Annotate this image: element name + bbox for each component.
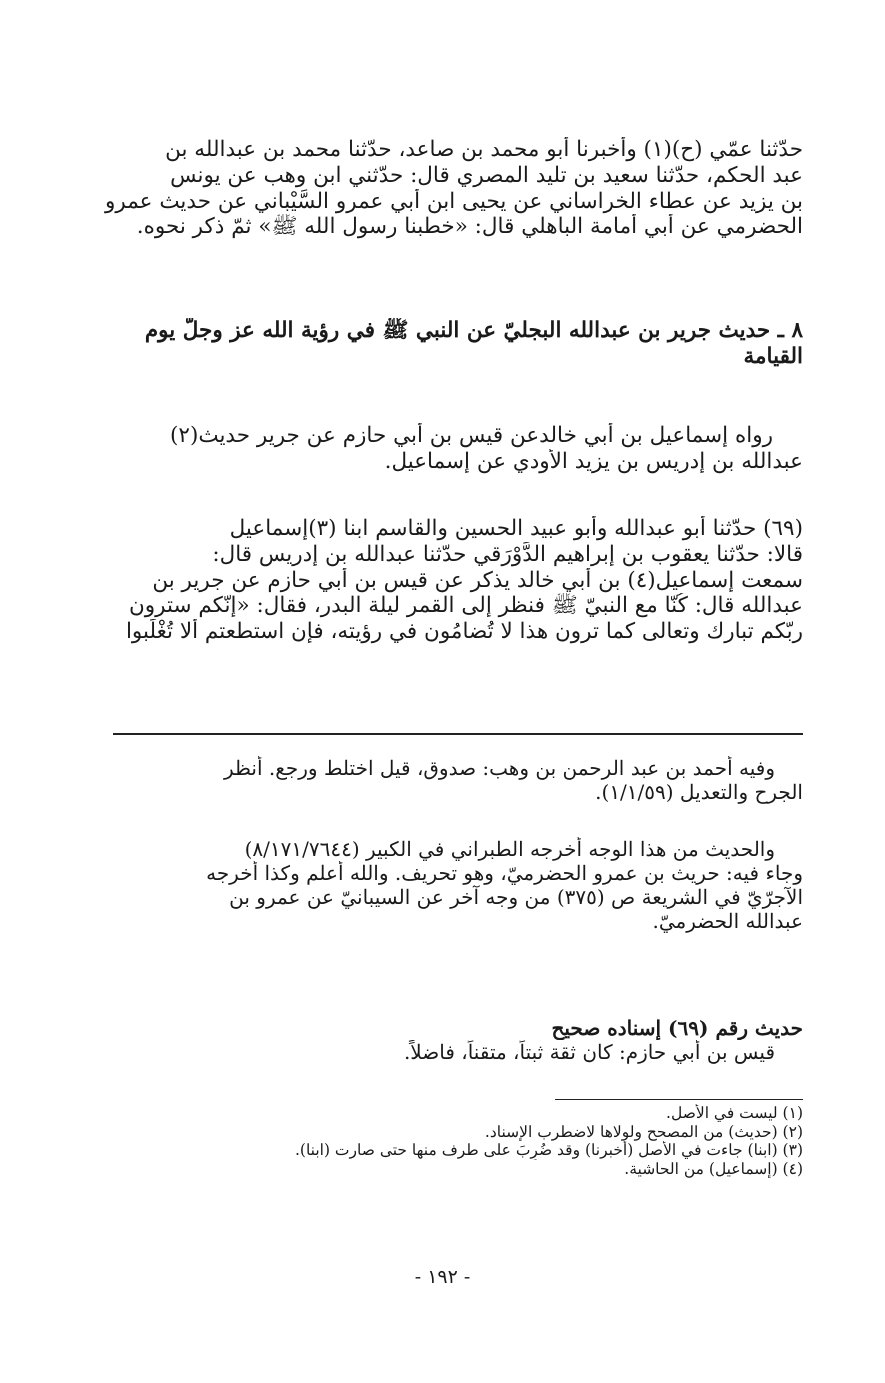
footnote-divider (555, 1099, 803, 1100)
text-line: الحضرمي عن أبي أمامة الباهلي قال: «خطبنا رسول الله ﷺ» ثمّ ذكر نحوه. (136, 214, 803, 240)
footnote-item: (٣) (ابنا) جاءت في الأصل (أخبرنا) وقد ضُرِبَ على طرف منها حتى صارت (ابنا). (294, 1141, 803, 1160)
note-paragraph (81, 756, 803, 804)
grade-section (81, 1016, 803, 1064)
text-line: قالا: حدّثنا يعقوب بن إبراهيم الدَّوْرَقي حدّثنا عبدالله بن إدريس قال: (212, 541, 803, 567)
heading-line: القيامة (743, 343, 803, 369)
footnote-item: (١) ليست في الأصل. (666, 1104, 803, 1122)
page-number: - ١٩٢ - (414, 1266, 471, 1288)
text-line: حدّثنا عمّي (ح)(١) وأخبرنا أبو محمد بن صاعد، حدّثنا محمد بن عبدالله بن (165, 137, 803, 162)
text-line: عبدالله قال: كُنّا مع النبيّ ﷺ فنظر إلى القمر ليلة البدر، فقال: «إنّكم سترون (128, 593, 803, 619)
section-heading (81, 318, 803, 370)
section-divider (113, 733, 803, 735)
text-line: بن يزيد عن عطاء الخراساني عن يحيى ابن أبي عمرو السَّيْباني عن حديث عمرو (104, 188, 803, 214)
text-line: عبد الحكم، حدّثنا سعيد بن تليد المصري قال: حدّثني ابن وهب عن يونس (170, 162, 803, 188)
grade-title: حديث رقم (٦٩) إسناده صحيح (551, 1016, 803, 1040)
note-line: عبدالله الحضرميّ. (652, 909, 803, 933)
footnote-item: (٤) (إسماعيل) من الحاشية. (624, 1159, 803, 1178)
text-line: عبدالله بن إدريس بن يزيد الأودي عن إسماعيل. (384, 448, 803, 474)
note-paragraph (81, 837, 803, 933)
text-line: (٦٩) حدّثنا أبو عبدالله وأبو عبيد الحسين والقاسم ابنا (٣)إسماعيل (229, 516, 803, 541)
footnote-item: (٢) (حديث) من المصحح ولولاها لاضطرب الإسناد. (484, 1122, 803, 1141)
text-line: سمعت إسماعيل(٤) بن أبي خالد يذكر عن قيس بن أبي حازم عن جرير بن (152, 567, 803, 593)
paragraph-riwayah (81, 423, 803, 475)
note-line: وجاء فيه: حريث بن عمرو الحضرميّ، وهو تحريف. والله أعلم وكذا أخرجه (206, 861, 803, 885)
text-line: رواه إسماعيل بن أبي خالدعن قيس بن أبي حازم عن جرير حديث(٢) (170, 423, 773, 448)
footnotes (81, 1104, 803, 1178)
paragraph-hadith-69 (81, 516, 803, 645)
note-line: وفيه أحمد بن عبد الرحمن بن وهب: صدوق، قيل اختلط ورجع. أنظر (223, 756, 775, 780)
note-line: الجرح والتعديل (١/١/٥٩). (595, 780, 803, 804)
heading-line: ٨ ـ حديث جرير بن عبدالله البجليّ عن النبي ﷺ في رؤية الله عز وجلّ يوم (144, 318, 803, 343)
text-line: ربّكم تبارك وتعالى كما ترون هذا لا تُضامُون في رؤيته، فإن استطعتم ألا تُغْلَبوا (125, 619, 803, 645)
note-line: والحديث من هذا الوجه أخرجه الطبراني في الكبير (٨/١٧١/٧٦٤٤) (244, 837, 775, 861)
grade-text: قيس بن أبي حازم: كان ثقة ثبتاً، متقناً، فاضلاً. (403, 1040, 775, 1064)
paragraph-chain-of-narration (81, 137, 803, 240)
note-line: الآجرّيّ في الشريعة ص (٣٧٥) من وجه آخر عن السيبانيّ عن عمرو بن (229, 885, 803, 909)
